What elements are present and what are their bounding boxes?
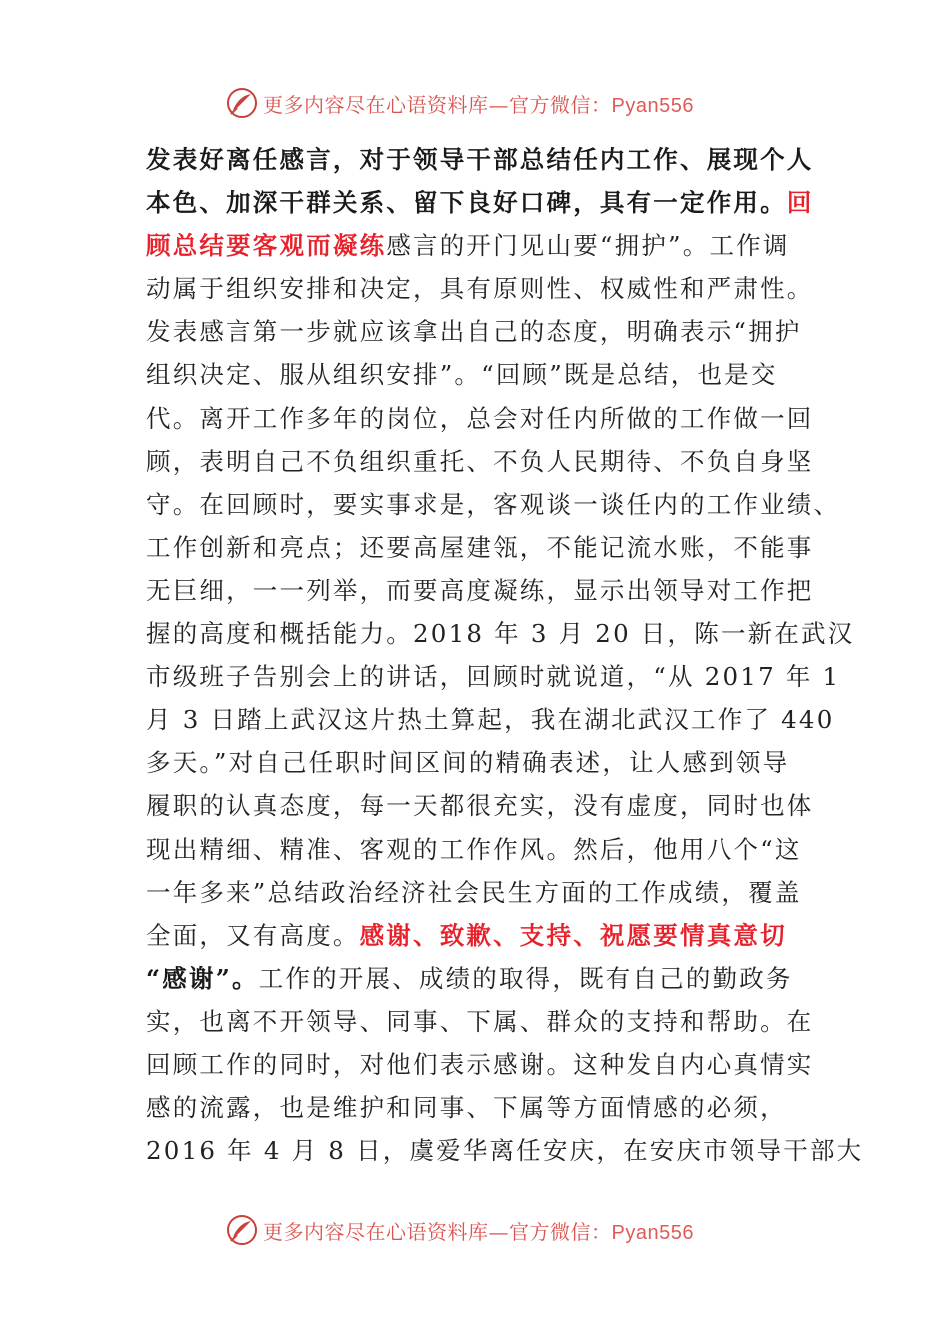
text-line [146,741,816,784]
body-text-segment: 工作的开展、成绩的取得，既有自己的勤政务 [258,963,793,993]
text-line [146,267,816,310]
body-text-segment: 全面，又有高度。 [146,920,360,950]
body-text-segment: 握的高度和概括能力。2018 年 3 月 20 日，陈一新在武汉 [146,619,855,649]
body-text-segment: 顾，表明自己不负组织重托、不负人民期待、不负自身坚 [146,446,814,476]
header-banner-cn: 更多内容尽在心语资料库—官方微信： [263,92,612,117]
body-text-segment: 感的流露，也是维护和同事、下属等方面情感的必须， [146,1093,787,1123]
body-text-segment: 月 3 日踏上武汉这片热土算起，我在湖北武汉工作了 440 [146,705,835,735]
footer-banner-text [263,1216,694,1245]
text-line [146,397,816,440]
body-text-segment: 代。离开工作多年的岗位，总会对任内所做的工作做一回 [146,403,814,433]
text-line [146,1129,864,1172]
text-line [146,224,816,267]
text-line [146,1043,816,1086]
body-text-segment: 现出精细、精准、客观的工作作风。然后，他用八个“这 [146,834,802,864]
body-text-segment: 2016 年 4 月 8 日，虞爱华离任安庆，在安庆市领导干部大 [146,1136,864,1166]
text-line [146,353,816,396]
text-line [146,612,855,655]
body-text-segment: 实，也离不开领导、同事、下属、群众的支持和帮助。在 [146,1006,814,1036]
text-line [146,698,835,741]
document-body [146,138,864,1172]
text-line [146,914,816,957]
text-line [146,1086,816,1129]
header-banner-text [263,89,694,118]
highlight-heading-text: 感谢、致歉、支持、祝愿要情真意切 [359,920,787,950]
header-banner [225,83,725,123]
body-text-segment: 动属于组织安排和决定，具有原则性、权威性和严肃性。 [146,274,814,304]
text-line [146,483,841,526]
footer-banner [225,1210,725,1250]
highlight-heading-text: 顾总结要客观而凝练 [146,231,387,261]
text-line [146,526,816,569]
body-text-segment: 无巨细，一一列举，而要高度凝练，显示出领导对工作把 [146,575,814,605]
pen-logo-icon [225,86,259,120]
footer-banner-cn: 更多内容尽在心语资料库—官方微信： [263,1219,612,1244]
highlight-heading-text: 回 [786,188,814,218]
text-line [146,569,816,612]
text-line [146,138,816,181]
text-line [146,181,816,224]
body-text-segment: 工作创新和亮点；还要高屋建瓴，不能记流水账，不能事 [146,532,814,562]
header-banner-wechat: Pyan556 [611,94,694,117]
body-text-segment: 履职的认真态度，每一天都很充实，没有虚度，同时也体 [146,791,814,821]
text-line [146,871,816,914]
bold-text: 本色、加深干群关系、留下良好口碑，具有一定作用。 [146,188,787,218]
body-text-segment: 发表感言第一步就应该拿出自己的态度，明确表示“拥护 [146,317,802,347]
body-text-segment: 多天。”对自己任职时间区间的精确表述，让人感到领导 [146,748,790,778]
text-line [146,957,816,1000]
text-line [146,440,816,483]
bold-text: “感谢”。 [146,963,259,993]
text-line [146,655,841,698]
footer-banner-wechat: Pyan556 [611,1221,694,1244]
text-line [146,828,816,871]
text-line [146,1000,816,1043]
pen-logo-icon [225,1213,259,1247]
body-text-segment: 回顾工作的同时，对他们表示感谢。这种发自内心真情实 [146,1049,814,1079]
bold-text: 发表好离任感言，对于领导干部总结任内工作、展现个人 [146,145,814,174]
body-text-segment: 组织决定、服从组织安排”。“回顾”既是总结，也是交 [146,360,778,390]
body-text-segment: 守。在回顾时，要实事求是，客观谈一谈任内的工作业绩、 [146,489,841,519]
text-line [146,310,816,353]
body-text-segment: 市级班子告别会上的讲话，回顾时就说道，“从 2017 年 1 [146,662,841,692]
body-text-segment: 感言的开门见山要“拥护”。工作调 [386,231,790,261]
body-text-segment: 一年多来”总结政治经济社会民生方面的工作成绩，覆盖 [146,877,802,907]
text-line [146,784,816,827]
